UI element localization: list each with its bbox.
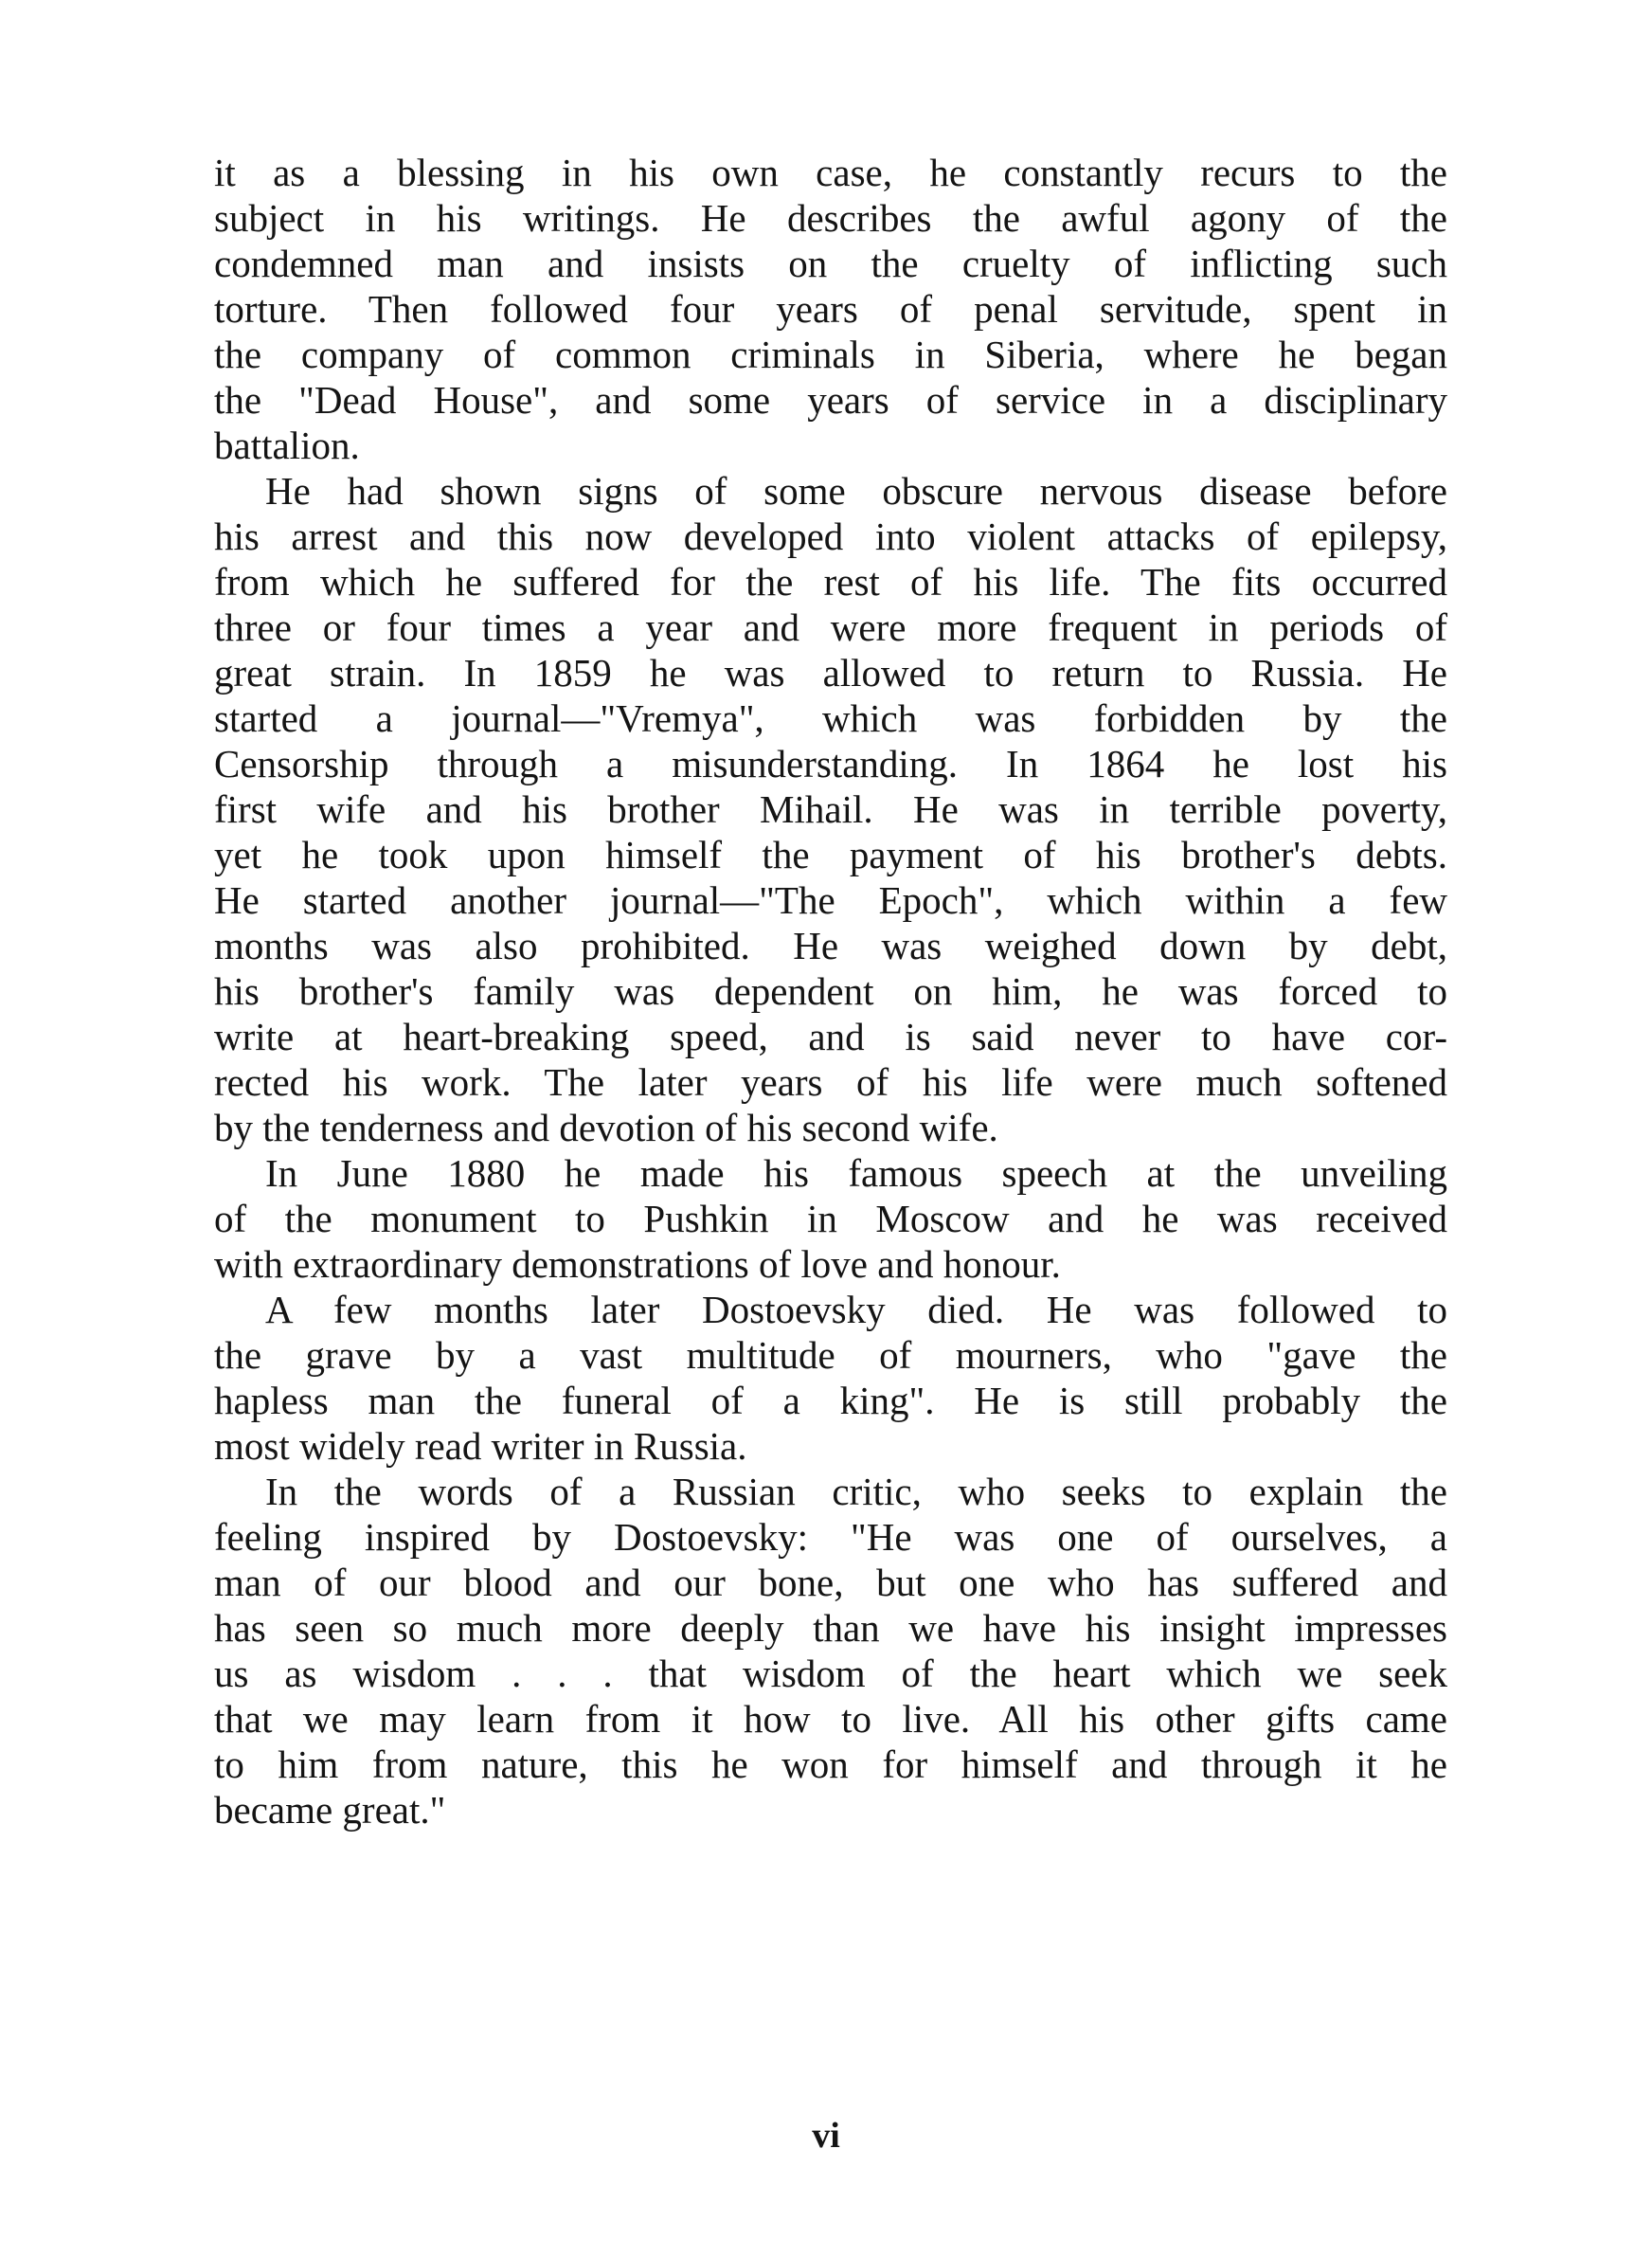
text-line: He started another journal—"The Epoch", which within a few [214,878,1447,922]
paragraph [214,1287,1447,1469]
text-line: condemned man and insists on the cruelty of inflicting such [214,242,1447,285]
text-line: write at heart-breaking speed, and is said never to have cor- [214,1015,1447,1058]
text-line: of the monument to Pushkin in Moscow and he was received [214,1197,1447,1240]
text-line: with extraordinary demonstrations of love and honour. [214,1242,1061,1286]
text-line: feeling inspired by Dostoevsky: "He was one of ourselves, a [214,1515,1447,1559]
text-line: the grave by a vast multitude of mourners, who "gave the [214,1333,1447,1377]
page-number: vi [812,2116,840,2156]
text-line: yet he took upon himself the payment of his brother's debts. [214,833,1447,876]
text-line: In the words of a Russian critic, who seeks to explain the [265,1470,1447,1513]
text-line: his brother's family was dependent on him, he was forced to [214,969,1447,1013]
text-line: the "Dead House", and some years of service in a disciplinary [214,378,1447,422]
paragraph [214,150,1447,468]
text-line: torture. Then followed four years of penal servitude, spent in [214,287,1447,331]
paragraph [214,1469,1447,1833]
text-line: He had shown signs of some obscure nervous disease before [265,469,1447,513]
text-line: his arrest and this now developed into violent attacks of epilepsy, [214,515,1447,558]
text-line: three or four times a year and were more frequent in periods of [214,605,1447,649]
paragraph [214,468,1447,1150]
text-line: In June 1880 he made his famous speech at the unveiling [265,1151,1447,1195]
text-line: us as wisdom . . . that wisdom of the heart which we seek [214,1652,1447,1695]
text-line: months was also prohibited. He was weighed down by debt, [214,924,1447,967]
text-line: hapless man the funeral of a king". He is still probably the [214,1379,1447,1422]
text-line: subject in his writings. He describes the awful agony of the [214,196,1447,240]
text-line: has seen so much more deeply than we have his insight impresses [214,1606,1447,1650]
paragraph [214,1150,1447,1287]
text-line: the company of common criminals in Siberia, where he began [214,333,1447,376]
text-line: man of our blood and our bone, but one who has suffered and [214,1561,1447,1604]
text-line: rected his work. The later years of his life were much softened [214,1060,1447,1104]
text-line: most widely read writer in Russia. [214,1424,747,1468]
text-line: by the tenderness and devotion of his second wife. [214,1106,998,1149]
text-line: Censorship through a misunderstanding. In 1864 he lost his [214,742,1447,785]
text-line: that we may learn from it how to live. All his other gifts came [214,1697,1447,1741]
body-text [214,150,1447,1833]
text-line: A few months later Dostoevsky died. He was followed to [265,1288,1447,1331]
text-line: it as a blessing in his own case, he constantly recurs to the [214,151,1447,194]
text-line: battalion. [214,424,360,467]
text-line: started a journal—"Vremya", which was forbidden by the [214,696,1447,740]
text-line: became great." [214,1788,446,1832]
text-line: to him from nature, this he won for himself and through it he [214,1742,1447,1786]
text-line: from which he suffered for the rest of his life. The fits occurred [214,560,1447,604]
text-line: great strain. In 1859 he was allowed to return to Russia. He [214,651,1447,695]
text-line: first wife and his brother Mihail. He was in terrible poverty, [214,787,1447,831]
